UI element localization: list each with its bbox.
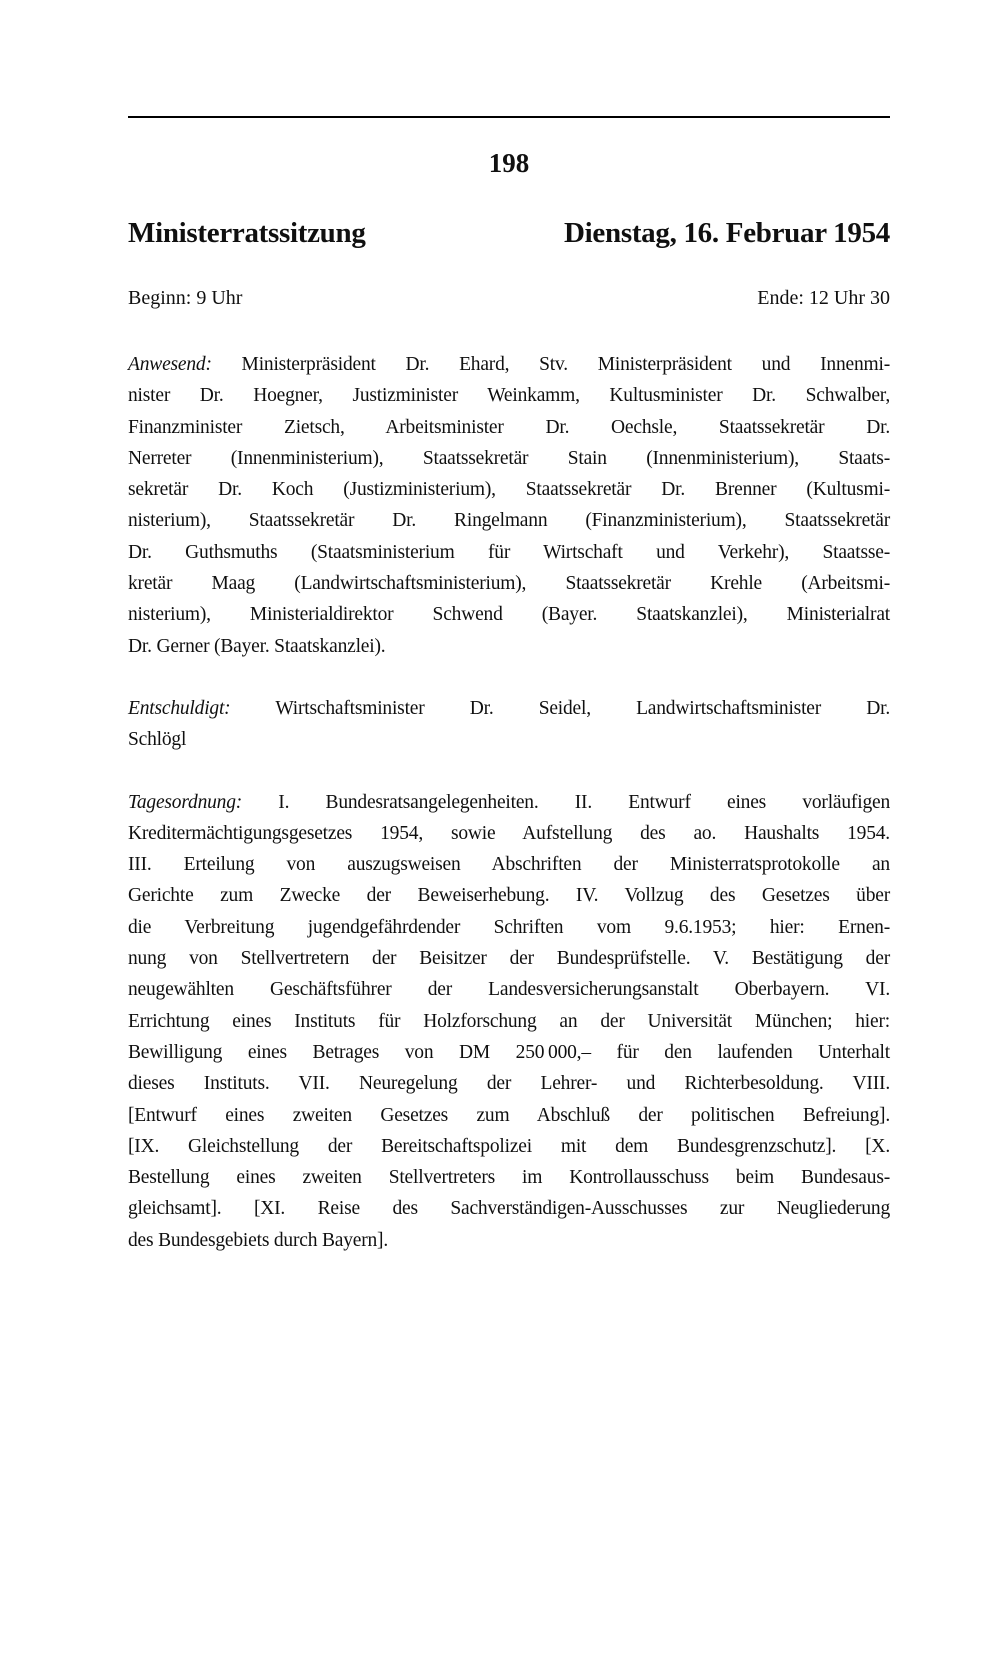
text-line: Dr. Guthsmuths (Staatsministerium für Wirtschaft und Verkehr), Staatsse-	[128, 541, 890, 563]
session-date: Dienstag, 16. Februar 1954	[564, 217, 890, 249]
text-line: Bestellung eines zweiten Stellvertreters im Kontrollausschuss beim Bundesaus-	[128, 1167, 890, 1189]
page-number: 198	[488, 148, 530, 178]
text-line: Tagesordnung: I. Bundesratsangelegenheiten. II. Entwurf eines vorläufigen	[128, 791, 890, 813]
text-line: neugewählten Geschäftsführer der Landesversicherungsanstalt Oberbayern. VI.	[128, 979, 890, 1001]
text-line: nung von Stellvertretern der Beisitzer der Bundesprüfstelle. V. Bestätigung der	[128, 948, 890, 970]
text-line: nister Dr. Hoegner, Justizminister Weinkamm, Kultusminister Dr. Schwalber,	[128, 385, 890, 407]
session-title: Ministerratssitzung	[128, 217, 366, 249]
text-line: [IX. Gleichstellung der Bereitschaftspolizei mit dem Bundesgrenzschutz]. [X.	[128, 1135, 890, 1157]
text-line: Kreditermächtigungsgesetzes 1954, sowie Aufstellung des ao. Haushalts 1954.	[128, 822, 890, 844]
text-line: nisterium), Ministerialdirektor Schwend (Bayer. Staatskanzlei), Ministerialrat	[128, 604, 890, 626]
top-rule	[128, 116, 890, 118]
paragraph-excused	[128, 693, 890, 756]
text-line: sekretär Dr. Koch (Justizministerium), Staatssekretär Dr. Brenner (Kultusmi-	[128, 479, 890, 501]
text-line: Bewilligung eines Betrages von DM 250 000,– für den laufenden Unterhalt	[128, 1041, 890, 1063]
text-line: Finanzminister Zietsch, Arbeitsminister Dr. Oechsle, Staatssekretär Dr.	[128, 416, 890, 438]
excused-label: Entschuldigt:	[128, 697, 231, 719]
agenda-label: Tagesordnung:	[128, 791, 243, 813]
text-column	[128, 116, 890, 1256]
text-line: Dr. Gerner (Bayer. Staatskanzlei).	[128, 635, 386, 657]
text-line: Gerichte zum Zwecke der Beweiserhebung. IV. Vollzug des Gesetzes über	[128, 885, 890, 907]
text-line: gleichsamt]. [XI. Reise des Sachverständigen-Ausschusses zur Neugliederung	[128, 1198, 890, 1220]
paragraph-agenda	[128, 787, 890, 1256]
end-time: Ende: 12 Uhr 30	[757, 287, 890, 309]
text-line: Errichtung eines Instituts für Holzforschung an der Universität München; hier:	[128, 1010, 890, 1032]
text-line: III. Erteilung von auszugsweisen Abschriften der Ministerratsprotokolle an	[128, 854, 890, 876]
text-line: Schlögl	[128, 729, 187, 751]
text-line: Entschuldigt: Wirtschaftsminister Dr. Seidel, Landwirtschaftsminister Dr.	[128, 697, 890, 719]
protocol-paragraphs	[128, 349, 890, 1256]
text-line: kretär Maag (Landwirtschaftsministerium), Staatssekretär Krehle (Arbeitsmi-	[128, 573, 890, 595]
text-line: nisterium), Staatssekretär Dr. Ringelmann (Finanzministerium), Staatssekretär	[128, 510, 890, 532]
text-line: dieses Instituts. VII. Neuregelung der Lehrer- und Richterbesoldung. VIII.	[128, 1073, 890, 1095]
text-line: [Entwurf eines zweiten Gesetzes zum Abschluß der politischen Befreiung].	[128, 1104, 890, 1126]
session-header	[128, 216, 890, 251]
attendance-label: Anwesend:	[128, 354, 212, 375]
text-line: des Bundesgebiets durch Bayern].	[128, 1229, 389, 1251]
paragraph-attendance	[128, 349, 890, 662]
begin-time: Beginn: 9 Uhr	[128, 287, 243, 309]
times-row	[128, 286, 890, 311]
text-line: Anwesend: Ministerpräsident Dr. Ehard, Stv. Ministerpräsident und Innenmi-	[128, 354, 890, 375]
text-line: die Verbreitung jugendgefährdender Schriften vom 9.6.1953; hier: Ernen-	[128, 916, 890, 938]
text-line: Nerreter (Innenministerium), Staatssekretär Stain (Innenministerium), Staats-	[128, 447, 890, 469]
